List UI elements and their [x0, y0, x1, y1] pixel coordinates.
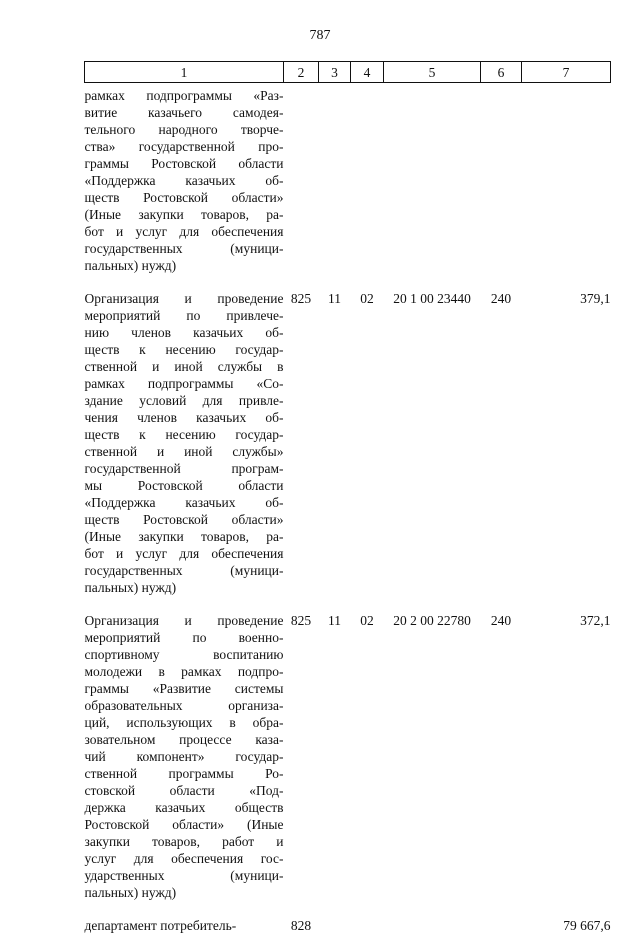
description-line: государственных (муници-	[85, 240, 284, 257]
description-line: бот и услуг для обеспечения	[85, 223, 284, 240]
row-description	[85, 286, 284, 608]
description-line: здание условий для привле-	[85, 392, 284, 409]
section-cell	[319, 83, 351, 287]
description-line: витие казачьего самодея-	[85, 104, 284, 121]
subsection-cell	[351, 913, 384, 946]
section-cell: 11	[319, 286, 351, 608]
description-line: департамент потребитель-	[85, 917, 284, 934]
description-line: (Иные закупки товаров, ра-	[85, 528, 284, 545]
description-line: государственных (муници-	[85, 562, 284, 579]
subsection-cell: 02	[351, 286, 384, 608]
ministry-code-cell: 825	[284, 608, 319, 913]
target-article-cell	[384, 83, 481, 287]
target-article-cell	[384, 913, 481, 946]
description-line: рамках подпрограммы «Со-	[85, 375, 284, 392]
section-cell: 11	[319, 608, 351, 913]
description-line: «Поддержка казачьих об-	[85, 494, 284, 511]
expense-type-cell	[481, 913, 522, 946]
expense-type-cell: 240	[481, 286, 522, 608]
description-line: пальных) нужд)	[85, 257, 284, 274]
description-line: пальных) нужд)	[85, 884, 284, 901]
description-line: «Поддержка казачьих об-	[85, 172, 284, 189]
description-line: ственной и иной службы»	[85, 443, 284, 460]
description-line: мероприятий по военно-	[85, 629, 284, 646]
description-line: Организация и проведение	[85, 612, 284, 629]
description-line: ществ Ростовской области»	[85, 189, 284, 206]
description-line: ударственных (муници-	[85, 867, 284, 884]
target-article-cell: 20 2 00 22780	[384, 608, 481, 913]
row-description	[85, 913, 284, 946]
description-line: нию членов казачьих об-	[85, 324, 284, 341]
column-header: 2	[284, 62, 319, 83]
column-header: 4	[351, 62, 384, 83]
description-line: ществ Ростовской области»	[85, 511, 284, 528]
table-body	[85, 83, 611, 946]
description-line: Организация и проведение	[85, 290, 284, 307]
description-line: чий компонент» государ-	[85, 748, 284, 765]
table-header-row	[85, 62, 611, 83]
subsection-cell: 02	[351, 608, 384, 913]
description-line: чения членов казачьих об-	[85, 409, 284, 426]
description-line: ций, использующих в обра-	[85, 714, 284, 731]
description-line: (Иные закупки товаров, ра-	[85, 206, 284, 223]
expense-type-cell	[481, 83, 522, 287]
column-header: 3	[319, 62, 351, 83]
description-line: граммы «Развитие системы	[85, 680, 284, 697]
description-line: держка казачьих обществ	[85, 799, 284, 816]
description-line: мы Ростовской области	[85, 477, 284, 494]
description-line: государственной програм-	[85, 460, 284, 477]
column-header: 1	[85, 62, 284, 83]
ministry-code-cell	[284, 83, 319, 287]
description-line: ществ к несению государ-	[85, 426, 284, 443]
column-header: 5	[384, 62, 481, 83]
description-line: рамках подпрограммы «Раз-	[85, 87, 284, 104]
page-number: 787	[0, 28, 640, 44]
description-line: мероприятий по привлече-	[85, 307, 284, 324]
ministry-code-cell: 828	[284, 913, 319, 946]
expense-type-cell: 240	[481, 608, 522, 913]
target-article-cell: 20 1 00 23440	[384, 286, 481, 608]
description-line: зовательном процессе каза-	[85, 731, 284, 748]
table-row	[85, 83, 611, 287]
description-line: ществ к несению государ-	[85, 341, 284, 358]
amount-cell: 379,1	[522, 286, 611, 608]
row-description	[85, 83, 284, 287]
table-row	[85, 608, 611, 913]
amount-cell: 372,1	[522, 608, 611, 913]
description-line: образовательных организа-	[85, 697, 284, 714]
table-row	[85, 913, 611, 946]
description-line: ственной программы Ро-	[85, 765, 284, 782]
budget-table	[84, 61, 611, 946]
description-line: ственной и иной службы в	[85, 358, 284, 375]
description-line: бот и услуг для обеспечения	[85, 545, 284, 562]
description-line: пальных) нужд)	[85, 579, 284, 596]
amount-cell	[522, 83, 611, 287]
description-line: Ростовской области» (Иные	[85, 816, 284, 833]
description-line: ства» государственной про-	[85, 138, 284, 155]
description-line: молодежи в рамках подпро-	[85, 663, 284, 680]
row-description	[85, 608, 284, 913]
description-line: граммы Ростовской области	[85, 155, 284, 172]
section-cell	[319, 913, 351, 946]
description-line: спортивному воспитанию	[85, 646, 284, 663]
description-line: закупки товаров, работ и	[85, 833, 284, 850]
ministry-code-cell: 825	[284, 286, 319, 608]
column-header: 7	[522, 62, 611, 83]
description-line: стовской области «Под-	[85, 782, 284, 799]
description-line: тельного народного творче-	[85, 121, 284, 138]
description-line: услуг для обеспечения гос-	[85, 850, 284, 867]
amount-cell: 79 667,6	[522, 913, 611, 946]
column-header: 6	[481, 62, 522, 83]
table-row	[85, 286, 611, 608]
subsection-cell	[351, 83, 384, 287]
